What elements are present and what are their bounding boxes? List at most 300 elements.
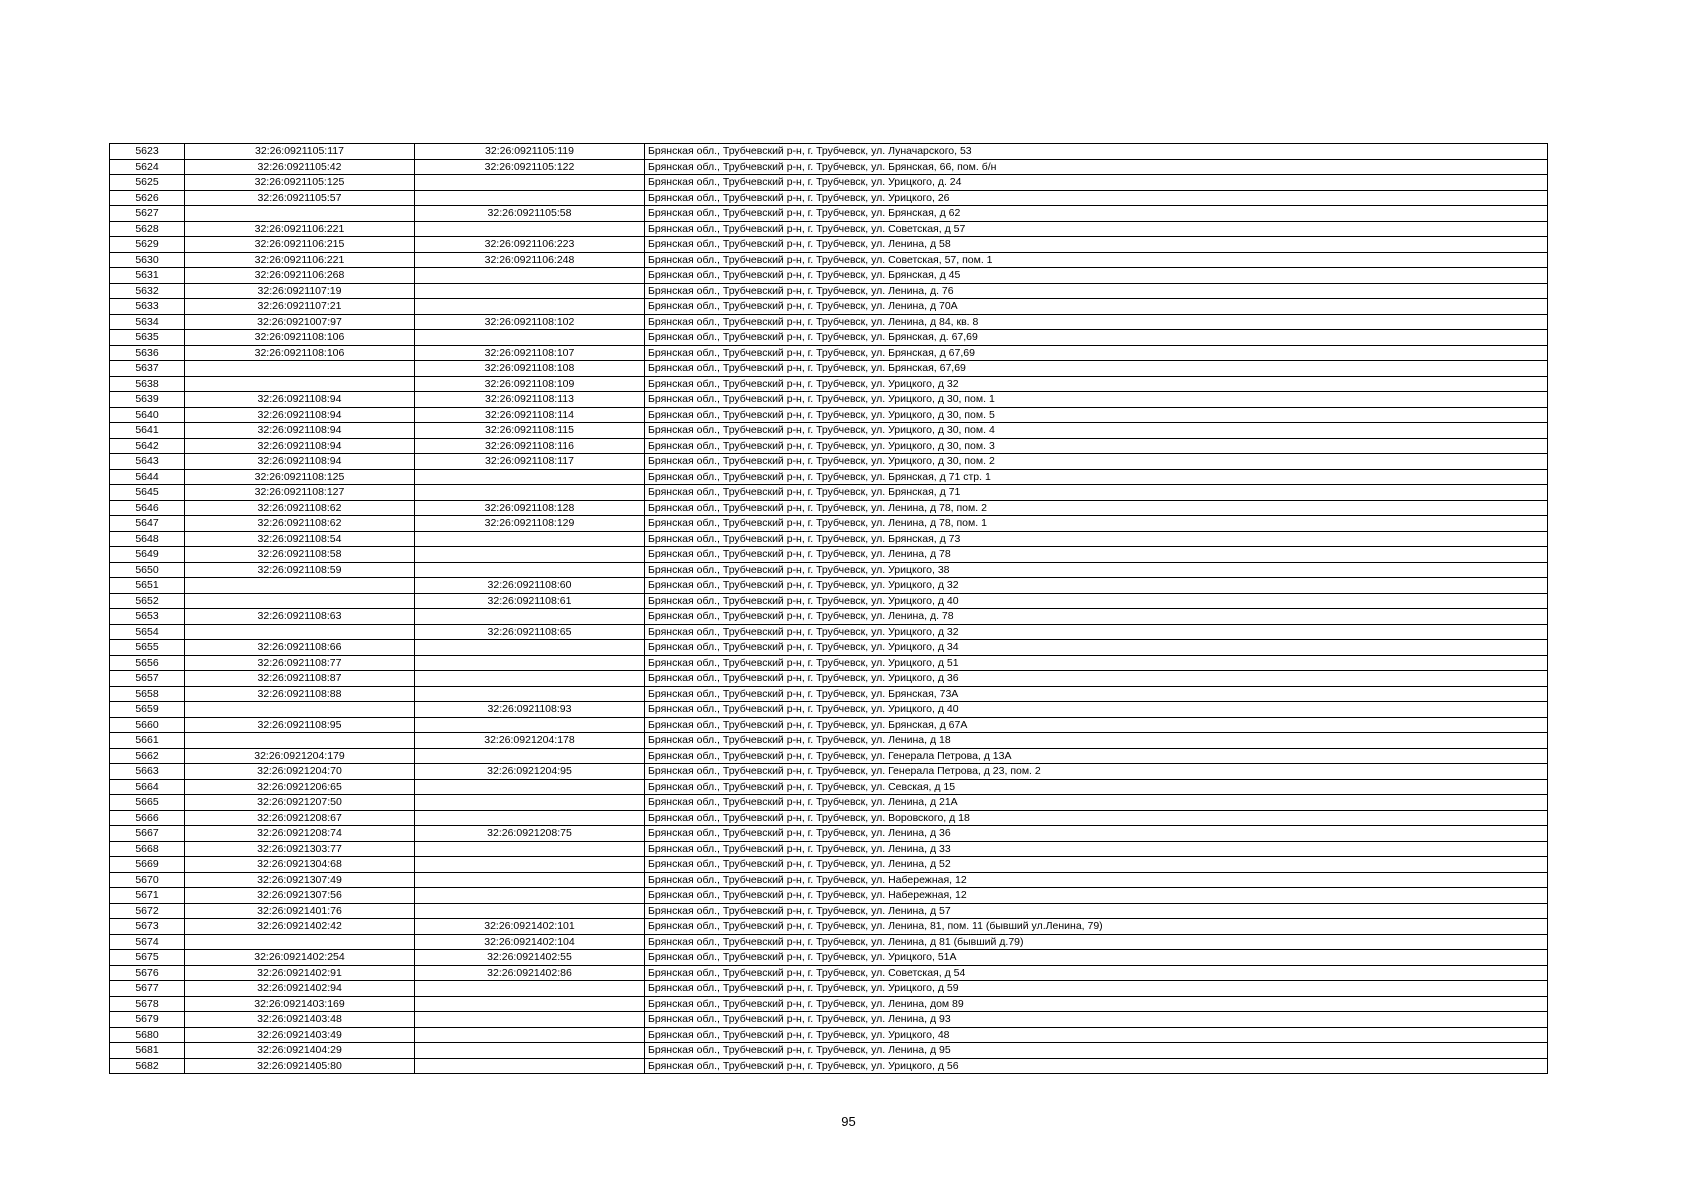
address-cell: Брянская обл., Трубчевский р-н, г. Трубчевск, ул. Брянская, 73А [645,686,1548,702]
row-number-cell: 5676 [110,965,185,981]
address-cell: Брянская обл., Трубчевский р-н, г. Трубчевск, ул. Ленина, д 81 (бывший д.79) [645,934,1548,950]
row-number-cell: 5644 [110,469,185,485]
related-cadastral-number-cell [415,330,645,346]
cadastral-number-cell: 32:26:0921108:58 [185,547,415,563]
table-row [110,702,1548,718]
table-row [110,872,1548,888]
address-cell: Брянская обл., Трубчевский р-н, г. Трубчевск, ул. Брянская, д 67А [645,717,1548,733]
row-number-cell: 5674 [110,934,185,950]
cadastral-number-cell [185,361,415,377]
address-cell: Брянская обл., Трубчевский р-н, г. Трубчевск, ул. Урицкого, д. 24 [645,175,1548,191]
cadastral-number-cell: 32:26:0921403:48 [185,1012,415,1028]
cadastral-number-cell: 32:26:0921107:21 [185,299,415,315]
address-cell: Брянская обл., Трубчевский р-н, г. Трубчевск, ул. Ленина, д. 78 [645,609,1548,625]
related-cadastral-number-cell: 32:26:0921108:61 [415,593,645,609]
address-cell: Брянская обл., Трубчевский р-н, г. Трубчевск, ул. Ленина, 81, пом. 11 (бывший ул.Ленина, 79) [645,919,1548,935]
address-cell: Брянская обл., Трубчевский р-н, г. Трубчевск, ул. Урицкого, д 30, пом. 5 [645,407,1548,423]
related-cadastral-number-cell: 32:26:0921108:107 [415,345,645,361]
address-cell: Брянская обл., Трубчевский р-н, г. Трубчевск, ул. Ленина, д 21А [645,795,1548,811]
table-row [110,438,1548,454]
row-number-cell: 5628 [110,221,185,237]
address-cell: Брянская обл., Трубчевский р-н, г. Трубчевск, ул. Урицкого, 48 [645,1027,1548,1043]
row-number-cell: 5645 [110,485,185,501]
address-cell: Брянская обл., Трубчевский р-н, г. Трубчевск, ул. Урицкого, д 36 [645,671,1548,687]
related-cadastral-number-cell [415,1043,645,1059]
table-row [110,423,1548,439]
related-cadastral-number-cell [415,810,645,826]
address-cell: Брянская обл., Трубчевский р-н, г. Трубчевск, ул. Урицкого, д 32 [645,376,1548,392]
table-row [110,252,1548,268]
address-cell: Брянская обл., Трубчевский р-н, г. Трубчевск, ул. Урицкого, д 40 [645,593,1548,609]
address-cell: Брянская обл., Трубчевский р-н, г. Трубчевск, ул. Советская, д 57 [645,221,1548,237]
related-cadastral-number-cell: 32:26:0921108:102 [415,314,645,330]
row-number-cell: 5664 [110,779,185,795]
table-row [110,764,1548,780]
related-cadastral-number-cell [415,888,645,904]
address-cell: Брянская обл., Трубчевский р-н, г. Трубчевск, ул. Генерала Петрова, д 23, пом. 2 [645,764,1548,780]
row-number-cell: 5642 [110,438,185,454]
row-number-cell: 5634 [110,314,185,330]
address-cell: Брянская обл., Трубчевский р-н, г. Трубчевск, ул. Урицкого, д 32 [645,624,1548,640]
address-cell: Брянская обл., Трубчевский р-н, г. Трубчевск, ул. Севская, д 15 [645,779,1548,795]
table-row [110,609,1548,625]
address-cell: Брянская обл., Трубчевский р-н, г. Трубчевск, ул. Урицкого, д 40 [645,702,1548,718]
address-cell: Брянская обл., Трубчевский р-н, г. Трубчевск, ул. Брянская, д 71 [645,485,1548,501]
row-number-cell: 5673 [110,919,185,935]
cadastral-number-cell: 32:26:0921108:87 [185,671,415,687]
table-row [110,593,1548,609]
address-cell: Брянская обл., Трубчевский р-н, г. Трубчевск, ул. Урицкого, д 51 [645,655,1548,671]
related-cadastral-number-cell [415,1058,645,1074]
related-cadastral-number-cell [415,469,645,485]
row-number-cell: 5636 [110,345,185,361]
related-cadastral-number-cell: 32:26:0921108:93 [415,702,645,718]
row-number-cell: 5679 [110,1012,185,1028]
cadastral-number-cell: 32:26:0921108:59 [185,562,415,578]
row-number-cell: 5631 [110,268,185,284]
related-cadastral-number-cell: 32:26:0921108:116 [415,438,645,454]
cadastral-number-cell: 32:26:0921108:94 [185,454,415,470]
table-row [110,516,1548,532]
address-cell: Брянская обл., Трубчевский р-н, г. Трубчевск, ул. Брянская, 67,69 [645,361,1548,377]
table-row [110,1012,1548,1028]
row-number-cell: 5659 [110,702,185,718]
related-cadastral-number-cell: 32:26:0921108:114 [415,407,645,423]
table-row [110,190,1548,206]
address-cell: Брянская обл., Трубчевский р-н, г. Трубчевск, ул. Урицкого, д 30, пом. 3 [645,438,1548,454]
address-cell: Брянская обл., Трубчевский р-н, г. Трубчевск, ул. Урицкого, д 32 [645,578,1548,594]
row-number-cell: 5669 [110,857,185,873]
cadastral-number-cell: 32:26:0921208:74 [185,826,415,842]
row-number-cell: 5663 [110,764,185,780]
related-cadastral-number-cell: 32:26:0921108:60 [415,578,645,594]
row-number-cell: 5624 [110,159,185,175]
address-cell: Брянская обл., Трубчевский р-н, г. Трубчевск, ул. Советская, 57, пом. 1 [645,252,1548,268]
page-number: 95 [841,1114,856,1129]
row-number-cell: 5665 [110,795,185,811]
row-number-cell: 5675 [110,950,185,966]
related-cadastral-number-cell [415,903,645,919]
address-cell: Брянская обл., Трубчевский р-н, г. Трубчевск, ул. Ленина, д 58 [645,237,1548,253]
cadastral-number-cell: 32:26:0921108:62 [185,516,415,532]
related-cadastral-number-cell: 32:26:0921402:101 [415,919,645,935]
cadastral-number-cell: 32:26:0921403:49 [185,1027,415,1043]
table-row [110,671,1548,687]
related-cadastral-number-cell [415,562,645,578]
row-number-cell: 5670 [110,872,185,888]
related-cadastral-number-cell: 32:26:0921204:95 [415,764,645,780]
related-cadastral-number-cell [415,640,645,656]
row-number-cell: 5678 [110,996,185,1012]
cadastral-number-cell: 32:26:0921208:67 [185,810,415,826]
address-cell: Брянская обл., Трубчевский р-н, г. Трубчевск, ул. Генерала Петрова, д 13А [645,748,1548,764]
address-cell: Брянская обл., Трубчевский р-н, г. Трубчевск, ул. Урицкого, д 30, пом. 4 [645,423,1548,439]
cadastral-number-cell: 32:26:0921108:94 [185,392,415,408]
related-cadastral-number-cell [415,717,645,733]
address-cell: Брянская обл., Трубчевский р-н, г. Трубчевск, ул. Урицкого, д 59 [645,981,1548,997]
table-row [110,361,1548,377]
cadastral-number-cell: 32:26:0921402:254 [185,950,415,966]
related-cadastral-number-cell [415,872,645,888]
row-number-cell: 5632 [110,283,185,299]
cadastral-number-cell: 32:26:0921105:42 [185,159,415,175]
cadastral-number-cell [185,934,415,950]
address-cell: Брянская обл., Трубчевский р-н, г. Трубчевск, ул. Брянская, д. 67,69 [645,330,1548,346]
address-cell: Брянская обл., Трубчевский р-н, г. Трубчевск, ул. Ленина, д 36 [645,826,1548,842]
cadastral-number-cell: 32:26:0921106:221 [185,221,415,237]
row-number-cell: 5647 [110,516,185,532]
cadastral-number-cell: 32:26:0921108:77 [185,655,415,671]
row-number-cell: 5630 [110,252,185,268]
related-cadastral-number-cell: 32:26:0921106:223 [415,237,645,253]
cadastral-number-cell: 32:26:0921304:68 [185,857,415,873]
table-row [110,965,1548,981]
related-cadastral-number-cell [415,748,645,764]
row-number-cell: 5646 [110,500,185,516]
cadastral-table-body [110,144,1548,1074]
row-number-cell: 5650 [110,562,185,578]
related-cadastral-number-cell [415,531,645,547]
cadastral-number-cell: 32:26:0921402:91 [185,965,415,981]
table-row [110,903,1548,919]
cadastral-number-cell: 32:26:0921108:106 [185,330,415,346]
table-row [110,686,1548,702]
row-number-cell: 5627 [110,206,185,222]
table-row [110,500,1548,516]
row-number-cell: 5635 [110,330,185,346]
table-row [110,996,1548,1012]
related-cadastral-number-cell [415,686,645,702]
related-cadastral-number-cell [415,671,645,687]
related-cadastral-number-cell: 32:26:0921105:122 [415,159,645,175]
address-cell: Брянская обл., Трубчевский р-н, г. Трубчевск, ул. Ленина, д 84, кв. 8 [645,314,1548,330]
table-row [110,717,1548,733]
row-number-cell: 5641 [110,423,185,439]
row-number-cell: 5662 [110,748,185,764]
table-row [110,857,1548,873]
row-number-cell: 5626 [110,190,185,206]
related-cadastral-number-cell [415,779,645,795]
related-cadastral-number-cell: 32:26:0921105:58 [415,206,645,222]
address-cell: Брянская обл., Трубчевский р-н, г. Трубчевск, ул. Брянская, д 62 [645,206,1548,222]
related-cadastral-number-cell: 32:26:0921108:109 [415,376,645,392]
table-row [110,1027,1548,1043]
related-cadastral-number-cell [415,268,645,284]
table-row [110,934,1548,950]
table-row [110,283,1548,299]
related-cadastral-number-cell: 32:26:0921402:86 [415,965,645,981]
row-number-cell: 5633 [110,299,185,315]
table-row [110,314,1548,330]
address-cell: Брянская обл., Трубчевский р-н, г. Трубчевск, ул. Ленина, д 78, пом. 2 [645,500,1548,516]
cadastral-number-cell: 32:26:0921108:127 [185,485,415,501]
cadastral-number-cell: 32:26:0921204:179 [185,748,415,764]
row-number-cell: 5658 [110,686,185,702]
row-number-cell: 5671 [110,888,185,904]
row-number-cell: 5639 [110,392,185,408]
row-number-cell: 5637 [110,361,185,377]
cadastral-number-cell: 32:26:0921207:50 [185,795,415,811]
table-row [110,810,1548,826]
cadastral-number-cell [185,578,415,594]
cadastral-number-cell: 32:26:0921307:56 [185,888,415,904]
address-cell: Брянская обл., Трубчевский р-н, г. Трубчевск, ул. Ленина, д 57 [645,903,1548,919]
related-cadastral-number-cell [415,175,645,191]
table-row [110,221,1548,237]
address-cell: Брянская обл., Трубчевский р-н, г. Трубчевск, ул. Урицкого, д 34 [645,640,1548,656]
cadastral-table [109,143,1548,1074]
cadastral-number-cell: 32:26:0921108:62 [185,500,415,516]
table-row [110,655,1548,671]
address-cell: Брянская обл., Трубчевский р-н, г. Трубчевск, ул. Брянская, д 71 стр. 1 [645,469,1548,485]
table-row [110,345,1548,361]
address-cell: Брянская обл., Трубчевский р-н, г. Трубчевск, ул. Урицкого, д 56 [645,1058,1548,1074]
cadastral-number-cell: 32:26:0921402:42 [185,919,415,935]
table-row [110,485,1548,501]
cadastral-number-cell [185,376,415,392]
row-number-cell: 5667 [110,826,185,842]
cadastral-number-cell [185,206,415,222]
related-cadastral-number-cell [415,609,645,625]
related-cadastral-number-cell [415,981,645,997]
row-number-cell: 5623 [110,144,185,160]
related-cadastral-number-cell: 32:26:0921108:65 [415,624,645,640]
cadastral-number-cell: 32:26:0921403:169 [185,996,415,1012]
table-row [110,376,1548,392]
related-cadastral-number-cell: 32:26:0921108:115 [415,423,645,439]
row-number-cell: 5661 [110,733,185,749]
related-cadastral-number-cell: 32:26:0921204:178 [415,733,645,749]
address-cell: Брянская обл., Трубчевский р-н, г. Трубчевск, ул. Набережная, 12 [645,888,1548,904]
cadastral-number-cell: 32:26:0921108:66 [185,640,415,656]
related-cadastral-number-cell [415,547,645,563]
table-row [110,299,1548,315]
row-number-cell: 5643 [110,454,185,470]
cadastral-number-cell: 32:26:0921108:63 [185,609,415,625]
table-row [110,144,1548,160]
table-row [110,547,1548,563]
related-cadastral-number-cell [415,485,645,501]
related-cadastral-number-cell: 32:26:0921106:248 [415,252,645,268]
table-row [110,159,1548,175]
table-row [110,392,1548,408]
table-row [110,981,1548,997]
table-row [110,330,1548,346]
related-cadastral-number-cell: 32:26:0921108:117 [415,454,645,470]
related-cadastral-number-cell: 32:26:0921105:119 [415,144,645,160]
cadastral-number-cell [185,733,415,749]
table-row [110,1058,1548,1074]
cadastral-number-cell: 32:26:0921106:221 [185,252,415,268]
row-number-cell: 5648 [110,531,185,547]
address-cell: Брянская обл., Трубчевский р-н, г. Трубчевск, ул. Ленина, д 93 [645,1012,1548,1028]
address-cell: Брянская обл., Трубчевский р-н, г. Трубчевск, ул. Ленина, дом 89 [645,996,1548,1012]
table-row [110,841,1548,857]
row-number-cell: 5640 [110,407,185,423]
related-cadastral-number-cell: 32:26:0921402:104 [415,934,645,950]
row-number-cell: 5629 [110,237,185,253]
address-cell: Брянская обл., Трубчевский р-н, г. Трубчевск, ул. Советская, д 54 [645,965,1548,981]
address-cell: Брянская обл., Трубчевский р-н, г. Трубчевск, ул. Луначарского, 53 [645,144,1548,160]
table-row [110,268,1548,284]
cadastral-number-cell: 32:26:0921108:125 [185,469,415,485]
related-cadastral-number-cell [415,283,645,299]
row-number-cell: 5649 [110,547,185,563]
table-row [110,919,1548,935]
related-cadastral-number-cell: 32:26:0921108:108 [415,361,645,377]
row-number-cell: 5653 [110,609,185,625]
cadastral-number-cell: 32:26:0921206:65 [185,779,415,795]
table-row [110,733,1548,749]
address-cell: Брянская обл., Трубчевский р-н, г. Трубчевск, ул. Урицкого, д 30, пом. 1 [645,392,1548,408]
row-number-cell: 5668 [110,841,185,857]
related-cadastral-number-cell [415,1012,645,1028]
cadastral-number-cell: 32:26:0921108:88 [185,686,415,702]
cadastral-number-cell: 32:26:0921106:215 [185,237,415,253]
row-number-cell: 5652 [110,593,185,609]
related-cadastral-number-cell: 32:26:0921108:129 [415,516,645,532]
table-row [110,454,1548,470]
table-row [110,578,1548,594]
cadastral-number-cell: 32:26:0921108:94 [185,407,415,423]
address-cell: Брянская обл., Трубчевский р-н, г. Трубчевск, ул. Урицкого, 38 [645,562,1548,578]
address-cell: Брянская обл., Трубчевский р-н, г. Трубчевск, ул. Урицкого, 26 [645,190,1548,206]
cadastral-number-cell: 32:26:0921108:94 [185,423,415,439]
row-number-cell: 5660 [110,717,185,733]
cadastral-number-cell: 32:26:0921404:29 [185,1043,415,1059]
row-number-cell: 5666 [110,810,185,826]
table-row [110,175,1548,191]
cadastral-number-cell: 32:26:0921108:106 [185,345,415,361]
related-cadastral-number-cell [415,221,645,237]
address-cell: Брянская обл., Трубчевский р-н, г. Трубчевск, ул. Брянская, 66, пом. б/н [645,159,1548,175]
cadastral-number-cell [185,702,415,718]
row-number-cell: 5681 [110,1043,185,1059]
row-number-cell: 5656 [110,655,185,671]
table-row [110,469,1548,485]
row-number-cell: 5680 [110,1027,185,1043]
cadastral-number-cell: 32:26:0921107:19 [185,283,415,299]
address-cell: Брянская обл., Трубчевский р-н, г. Трубчевск, ул. Ленина, д 70А [645,299,1548,315]
cadastral-number-cell: 32:26:0921401:76 [185,903,415,919]
cadastral-number-cell: 32:26:0921307:49 [185,872,415,888]
cadastral-number-cell: 32:26:0921405:80 [185,1058,415,1074]
cadastral-number-cell: 32:26:0921303:77 [185,841,415,857]
table-row [110,640,1548,656]
row-number-cell: 5657 [110,671,185,687]
row-number-cell: 5638 [110,376,185,392]
cadastral-number-cell [185,593,415,609]
address-cell: Брянская обл., Трубчевский р-н, г. Трубчевск, ул. Урицкого, 51А [645,950,1548,966]
table-row [110,826,1548,842]
address-cell: Брянская обл., Трубчевский р-н, г. Трубчевск, ул. Ленина, д 18 [645,733,1548,749]
table-row [110,779,1548,795]
row-number-cell: 5655 [110,640,185,656]
table-row [110,624,1548,640]
related-cadastral-number-cell: 32:26:0921108:128 [415,500,645,516]
address-cell: Брянская обл., Трубчевский р-н, г. Трубчевск, ул. Ленина, д 33 [645,841,1548,857]
related-cadastral-number-cell [415,857,645,873]
cadastral-number-cell: 32:26:0921402:94 [185,981,415,997]
cadastral-number-cell: 32:26:0921007:97 [185,314,415,330]
address-cell: Брянская обл., Трубчевский р-н, г. Трубчевск, ул. Воровского, д 18 [645,810,1548,826]
cadastral-number-cell: 32:26:0921108:54 [185,531,415,547]
table-row [110,888,1548,904]
cadastral-number-cell: 32:26:0921108:95 [185,717,415,733]
related-cadastral-number-cell [415,190,645,206]
address-cell: Брянская обл., Трубчевский р-н, г. Трубчевск, ул. Брянская, д 45 [645,268,1548,284]
table-row [110,237,1548,253]
table-row [110,795,1548,811]
related-cadastral-number-cell: 32:26:0921108:113 [415,392,645,408]
address-cell: Брянская обл., Трубчевский р-н, г. Трубчевск, ул. Урицкого, д 30, пом. 2 [645,454,1548,470]
row-number-cell: 5625 [110,175,185,191]
table-row [110,748,1548,764]
table-row [110,1043,1548,1059]
cadastral-number-cell: 32:26:0921105:125 [185,175,415,191]
related-cadastral-number-cell [415,795,645,811]
table-row [110,206,1548,222]
address-cell: Брянская обл., Трубчевский р-н, г. Трубчевск, ул. Набережная, 12 [645,872,1548,888]
cadastral-number-cell: 32:26:0921204:70 [185,764,415,780]
related-cadastral-number-cell [415,996,645,1012]
related-cadastral-number-cell [415,655,645,671]
address-cell: Брянская обл., Трубчевский р-н, г. Трубчевск, ул. Ленина, д. 76 [645,283,1548,299]
row-number-cell: 5682 [110,1058,185,1074]
table-row [110,950,1548,966]
table-row [110,531,1548,547]
cadastral-number-cell [185,624,415,640]
cadastral-number-cell: 32:26:0921105:57 [185,190,415,206]
address-cell: Брянская обл., Трубчевский р-н, г. Трубчевск, ул. Ленина, д 52 [645,857,1548,873]
row-number-cell: 5654 [110,624,185,640]
cadastral-number-cell: 32:26:0921106:268 [185,268,415,284]
address-cell: Брянская обл., Трубчевский р-н, г. Трубчевск, ул. Ленина, д 78, пом. 1 [645,516,1548,532]
related-cadastral-number-cell [415,299,645,315]
address-cell: Брянская обл., Трубчевский р-н, г. Трубчевск, ул. Брянская, д 73 [645,531,1548,547]
table-row [110,562,1548,578]
address-cell: Брянская обл., Трубчевский р-н, г. Трубчевск, ул. Брянская, д 67,69 [645,345,1548,361]
table-row [110,407,1548,423]
cadastral-number-cell: 32:26:0921108:94 [185,438,415,454]
cadastral-number-cell: 32:26:0921105:117 [185,144,415,160]
row-number-cell: 5672 [110,903,185,919]
related-cadastral-number-cell [415,1027,645,1043]
related-cadastral-number-cell [415,841,645,857]
row-number-cell: 5677 [110,981,185,997]
related-cadastral-number-cell: 32:26:0921402:55 [415,950,645,966]
address-cell: Брянская обл., Трубчевский р-н, г. Трубчевск, ул. Ленина, д 95 [645,1043,1548,1059]
